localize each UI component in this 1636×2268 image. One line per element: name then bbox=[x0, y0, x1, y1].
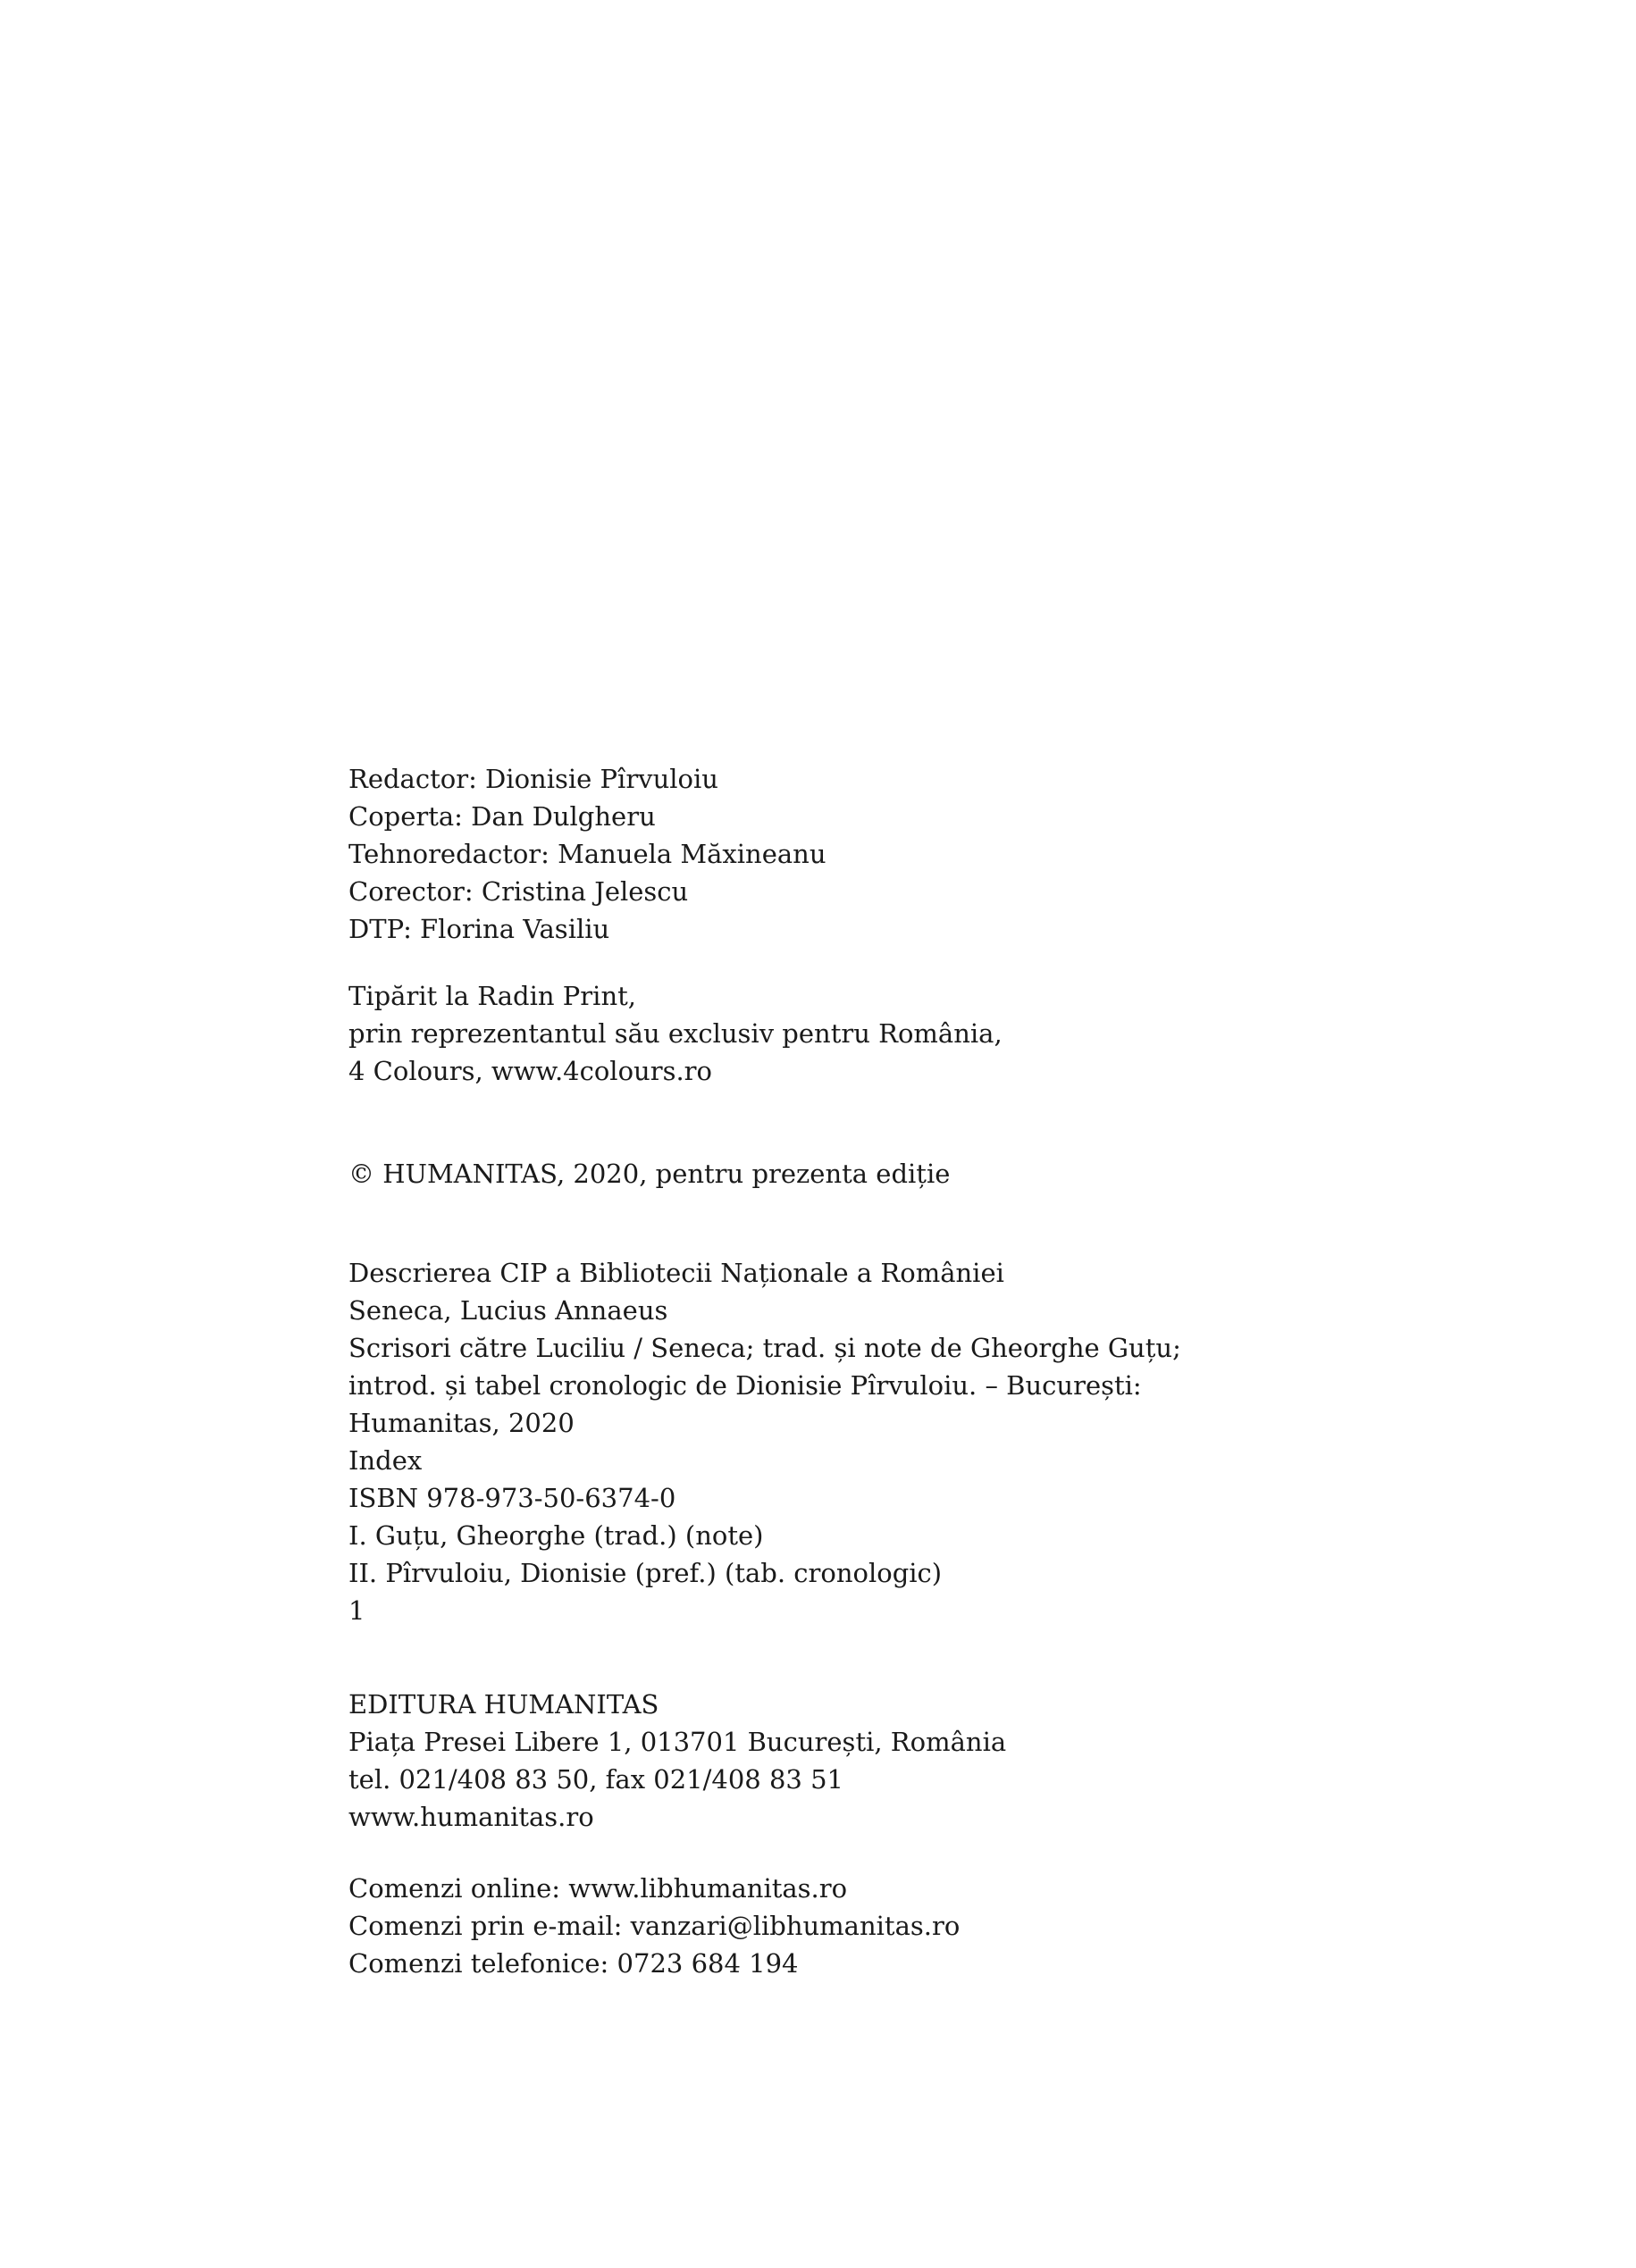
copyright-block bbox=[348, 1155, 1331, 1193]
publisher-phone: tel. 021/408 83 50, fax 021/408 83 51 bbox=[348, 1764, 843, 1795]
publisher-website: www.humanitas.ro bbox=[348, 1802, 594, 1832]
credit-proofreader: Corector: Cristina Jelescu bbox=[348, 876, 689, 907]
credit-typesetter: Tehnoredactor: Manuela Măxineanu bbox=[348, 839, 826, 869]
printing-line: 4 Colours, www.4colours.ro bbox=[348, 1056, 713, 1086]
publisher-address: Piața Presei Libere 1, 013701 București, România bbox=[348, 1727, 1007, 1757]
orders-online: Comenzi online: www.libhumanitas.ro bbox=[348, 1873, 848, 1904]
credit-editor: Redactor: Dionisie Pîrvuloiu bbox=[348, 764, 718, 794]
publisher-block bbox=[348, 1686, 1331, 1836]
cip-line: Index bbox=[348, 1445, 423, 1476]
credit-cover: Coperta: Dan Dulgheru bbox=[348, 801, 656, 832]
printing-block bbox=[348, 977, 1331, 1090]
orders-email: Comenzi prin e-mail: vanzari@libhumanitas.ro bbox=[348, 1911, 961, 1941]
cip-line: II. Pîrvuloiu, Dionisie (pref.) (tab. cronologic) bbox=[348, 1558, 943, 1588]
printing-line: prin reprezentantul său exclusiv pentru România, bbox=[348, 1018, 1003, 1049]
credit-dtp: DTP: Florina Vasiliu bbox=[348, 914, 610, 944]
publisher-name: EDITURA HUMANITAS bbox=[348, 1689, 659, 1720]
copyright-notice: © HUMANITAS, 2020, pentru prezenta ediție bbox=[348, 1159, 951, 1189]
cip-isbn: ISBN 978-973-50-6374-0 bbox=[348, 1483, 676, 1513]
cip-line: Humanitas, 2020 bbox=[348, 1408, 575, 1438]
cip-line: Scrisori către Luciliu / Seneca; trad. și note de Gheorghe Guțu; bbox=[348, 1333, 1181, 1363]
printing-line: Tipărit la Radin Print, bbox=[348, 981, 636, 1011]
orders-phone: Comenzi telefonice: 0723 684 194 bbox=[348, 1948, 799, 1979]
credits-block bbox=[348, 760, 1331, 948]
orders-block bbox=[348, 1870, 1331, 1982]
cip-classification: 1 bbox=[348, 1595, 365, 1626]
cip-line: I. Guțu, Gheorghe (trad.) (note) bbox=[348, 1520, 764, 1551]
cip-description-block bbox=[348, 1254, 1331, 1629]
cip-line: introd. și tabel cronologic de Dionisie Pîrvuloiu. – București: bbox=[348, 1370, 1142, 1401]
cip-heading: Descrierea CIP a Bibliotecii Naționale a României bbox=[348, 1258, 1004, 1288]
cip-author: Seneca, Lucius Annaeus bbox=[348, 1295, 668, 1326]
